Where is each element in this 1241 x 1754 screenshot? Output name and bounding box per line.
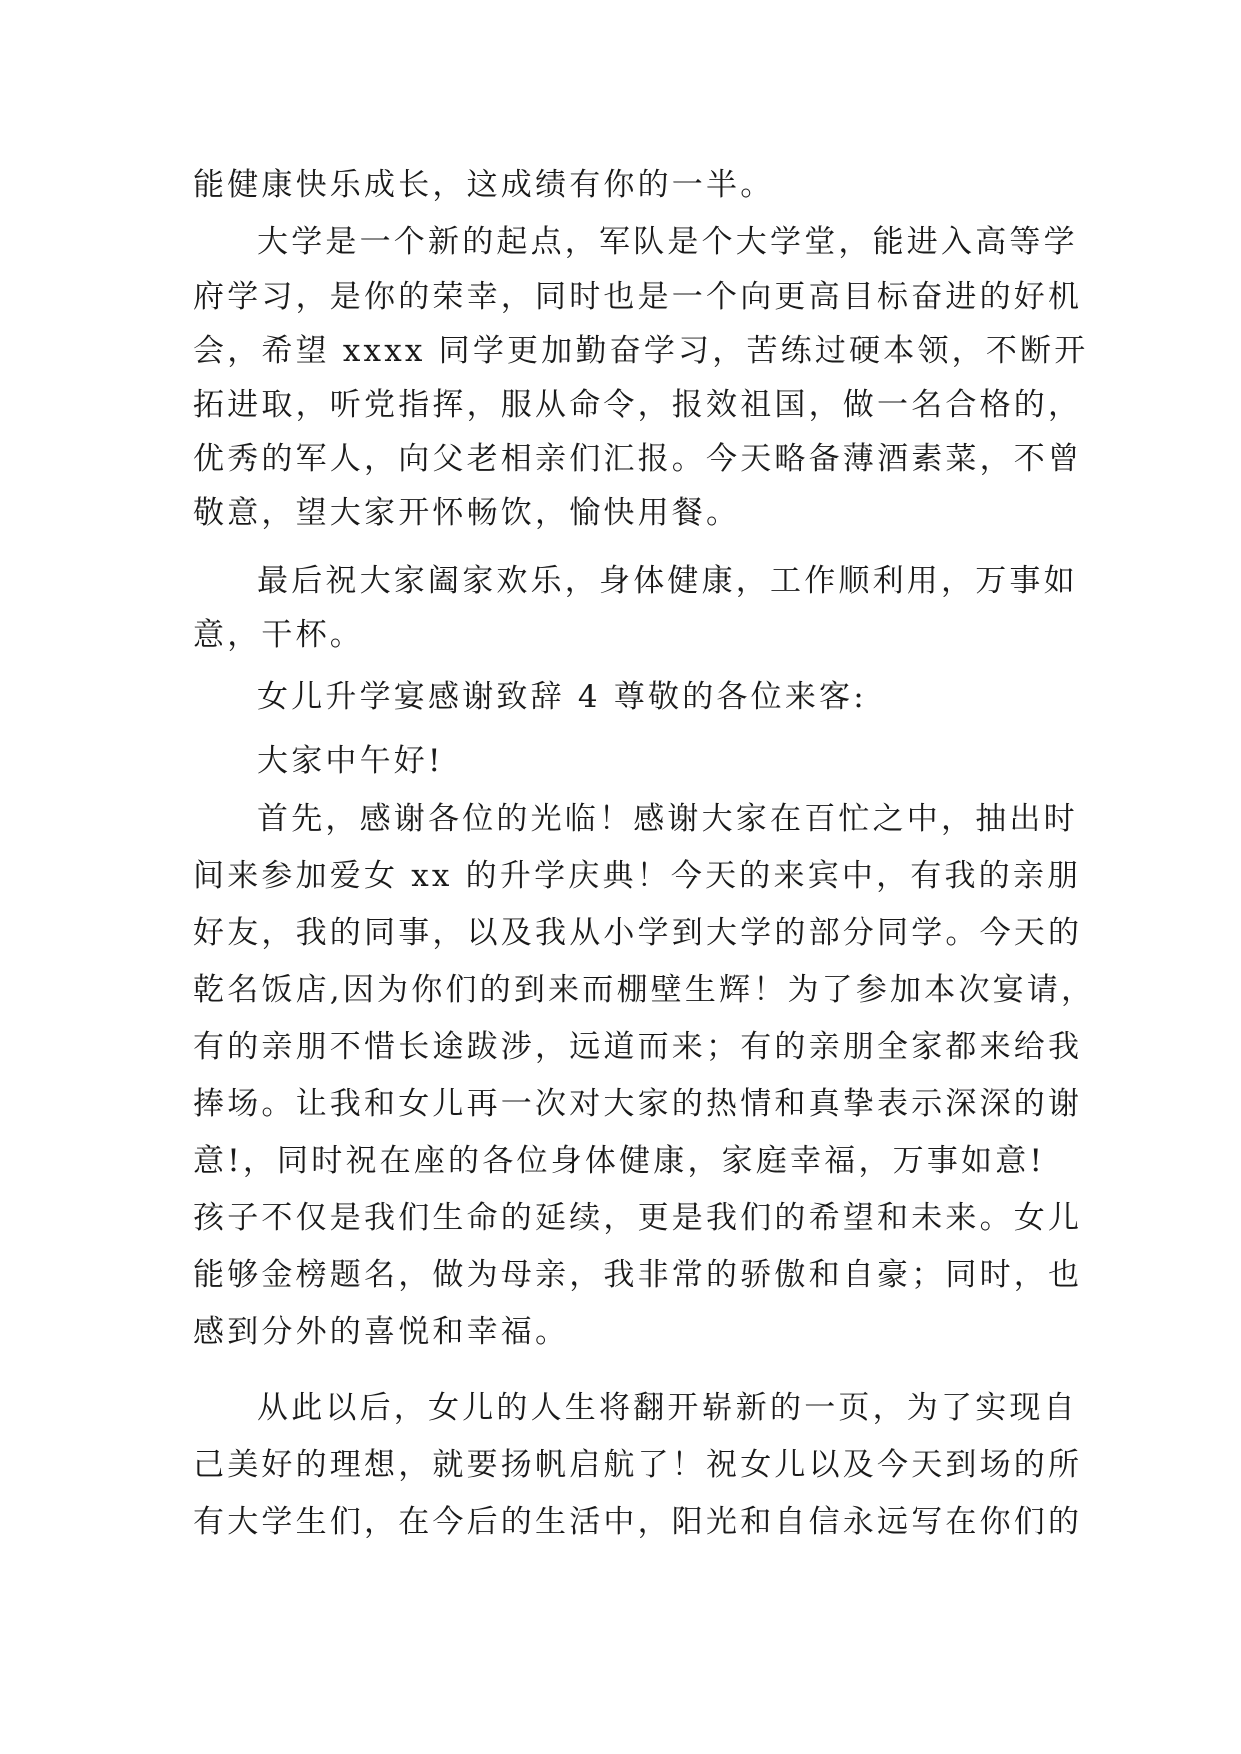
greeting-line: 大家中午好! [257,743,444,779]
paragraph-start-line: 大学是一个新的起点，军队是个大学堂，能进入高等学 [257,224,1078,260]
text-line: 好友，我的同事，以及我从小学到大学的部分同学。今天的 [193,915,1083,951]
text-line: 己美好的理想，就要扬帆启航了！祝女儿以及今天到场的所 [193,1447,1083,1483]
text-line: 孩子不仅是我们生命的延续，更是我们的希望和未来。女儿 [193,1200,1083,1236]
text-line: 敬意，望大家开怀畅饮，愉快用餐。 [193,495,741,531]
text-line: 意，干杯。 [193,617,364,653]
text-line: 捧场。让我和女儿再一次对大家的热情和真挚表示深深的谢 [193,1086,1083,1122]
text-line: 有的亲朋不惜长途跋涉，远道而来；有的亲朋全家都来给我 [193,1029,1083,1065]
text-line: 有大学生们，在今后的生活中，阳光和自信永远写在你们的 [193,1504,1083,1540]
text-line: 府学习，是你的荣幸，同时也是一个向更高目标奋进的好机 [193,279,1083,315]
text-line: 优秀的军人，向父老相亲们汇报。今天略备薄酒素菜，不曾 [193,441,1083,477]
text-line: 乾名饭店,因为你们的到来而棚壁生辉！为了参加本次宴请， [193,972,1096,1008]
text-line: 能健康快乐成长，这成绩有你的一半。 [193,167,775,203]
text-line: 意!，同时祝在座的各位身体健康，家庭幸福，万事如意! [193,1143,1046,1179]
paragraph-start-line: 首先，感谢各位的光临！感谢大家在百忙之中，抽出时 [257,801,1078,837]
text-line: 间来参加爱女 xx 的升学庆典！今天的来宾中，有我的亲朋 [193,858,1082,894]
text-line: 感到分外的喜悦和幸福。 [193,1314,570,1350]
section-heading: 女儿升学宴感谢致辞 4 尊敬的各位来客: [257,679,867,715]
text-line: 拓进取，听党指挥，服从命令，报效祖国，做一名合格的， [193,387,1083,423]
text-line: 会，希望 xxxx 同学更加勤奋学习，苦练过硬本领，不断开 [193,333,1089,369]
paragraph-start-line: 从此以后，女儿的人生将翻开崭新的一页，为了实现自 [257,1390,1078,1426]
text-line: 能够金榜题名，做为母亲，我非常的骄傲和自豪；同时，也 [193,1257,1083,1293]
paragraph-start-line: 最后祝大家阖家欢乐，身体健康，工作顺利用，万事如 [257,563,1078,599]
